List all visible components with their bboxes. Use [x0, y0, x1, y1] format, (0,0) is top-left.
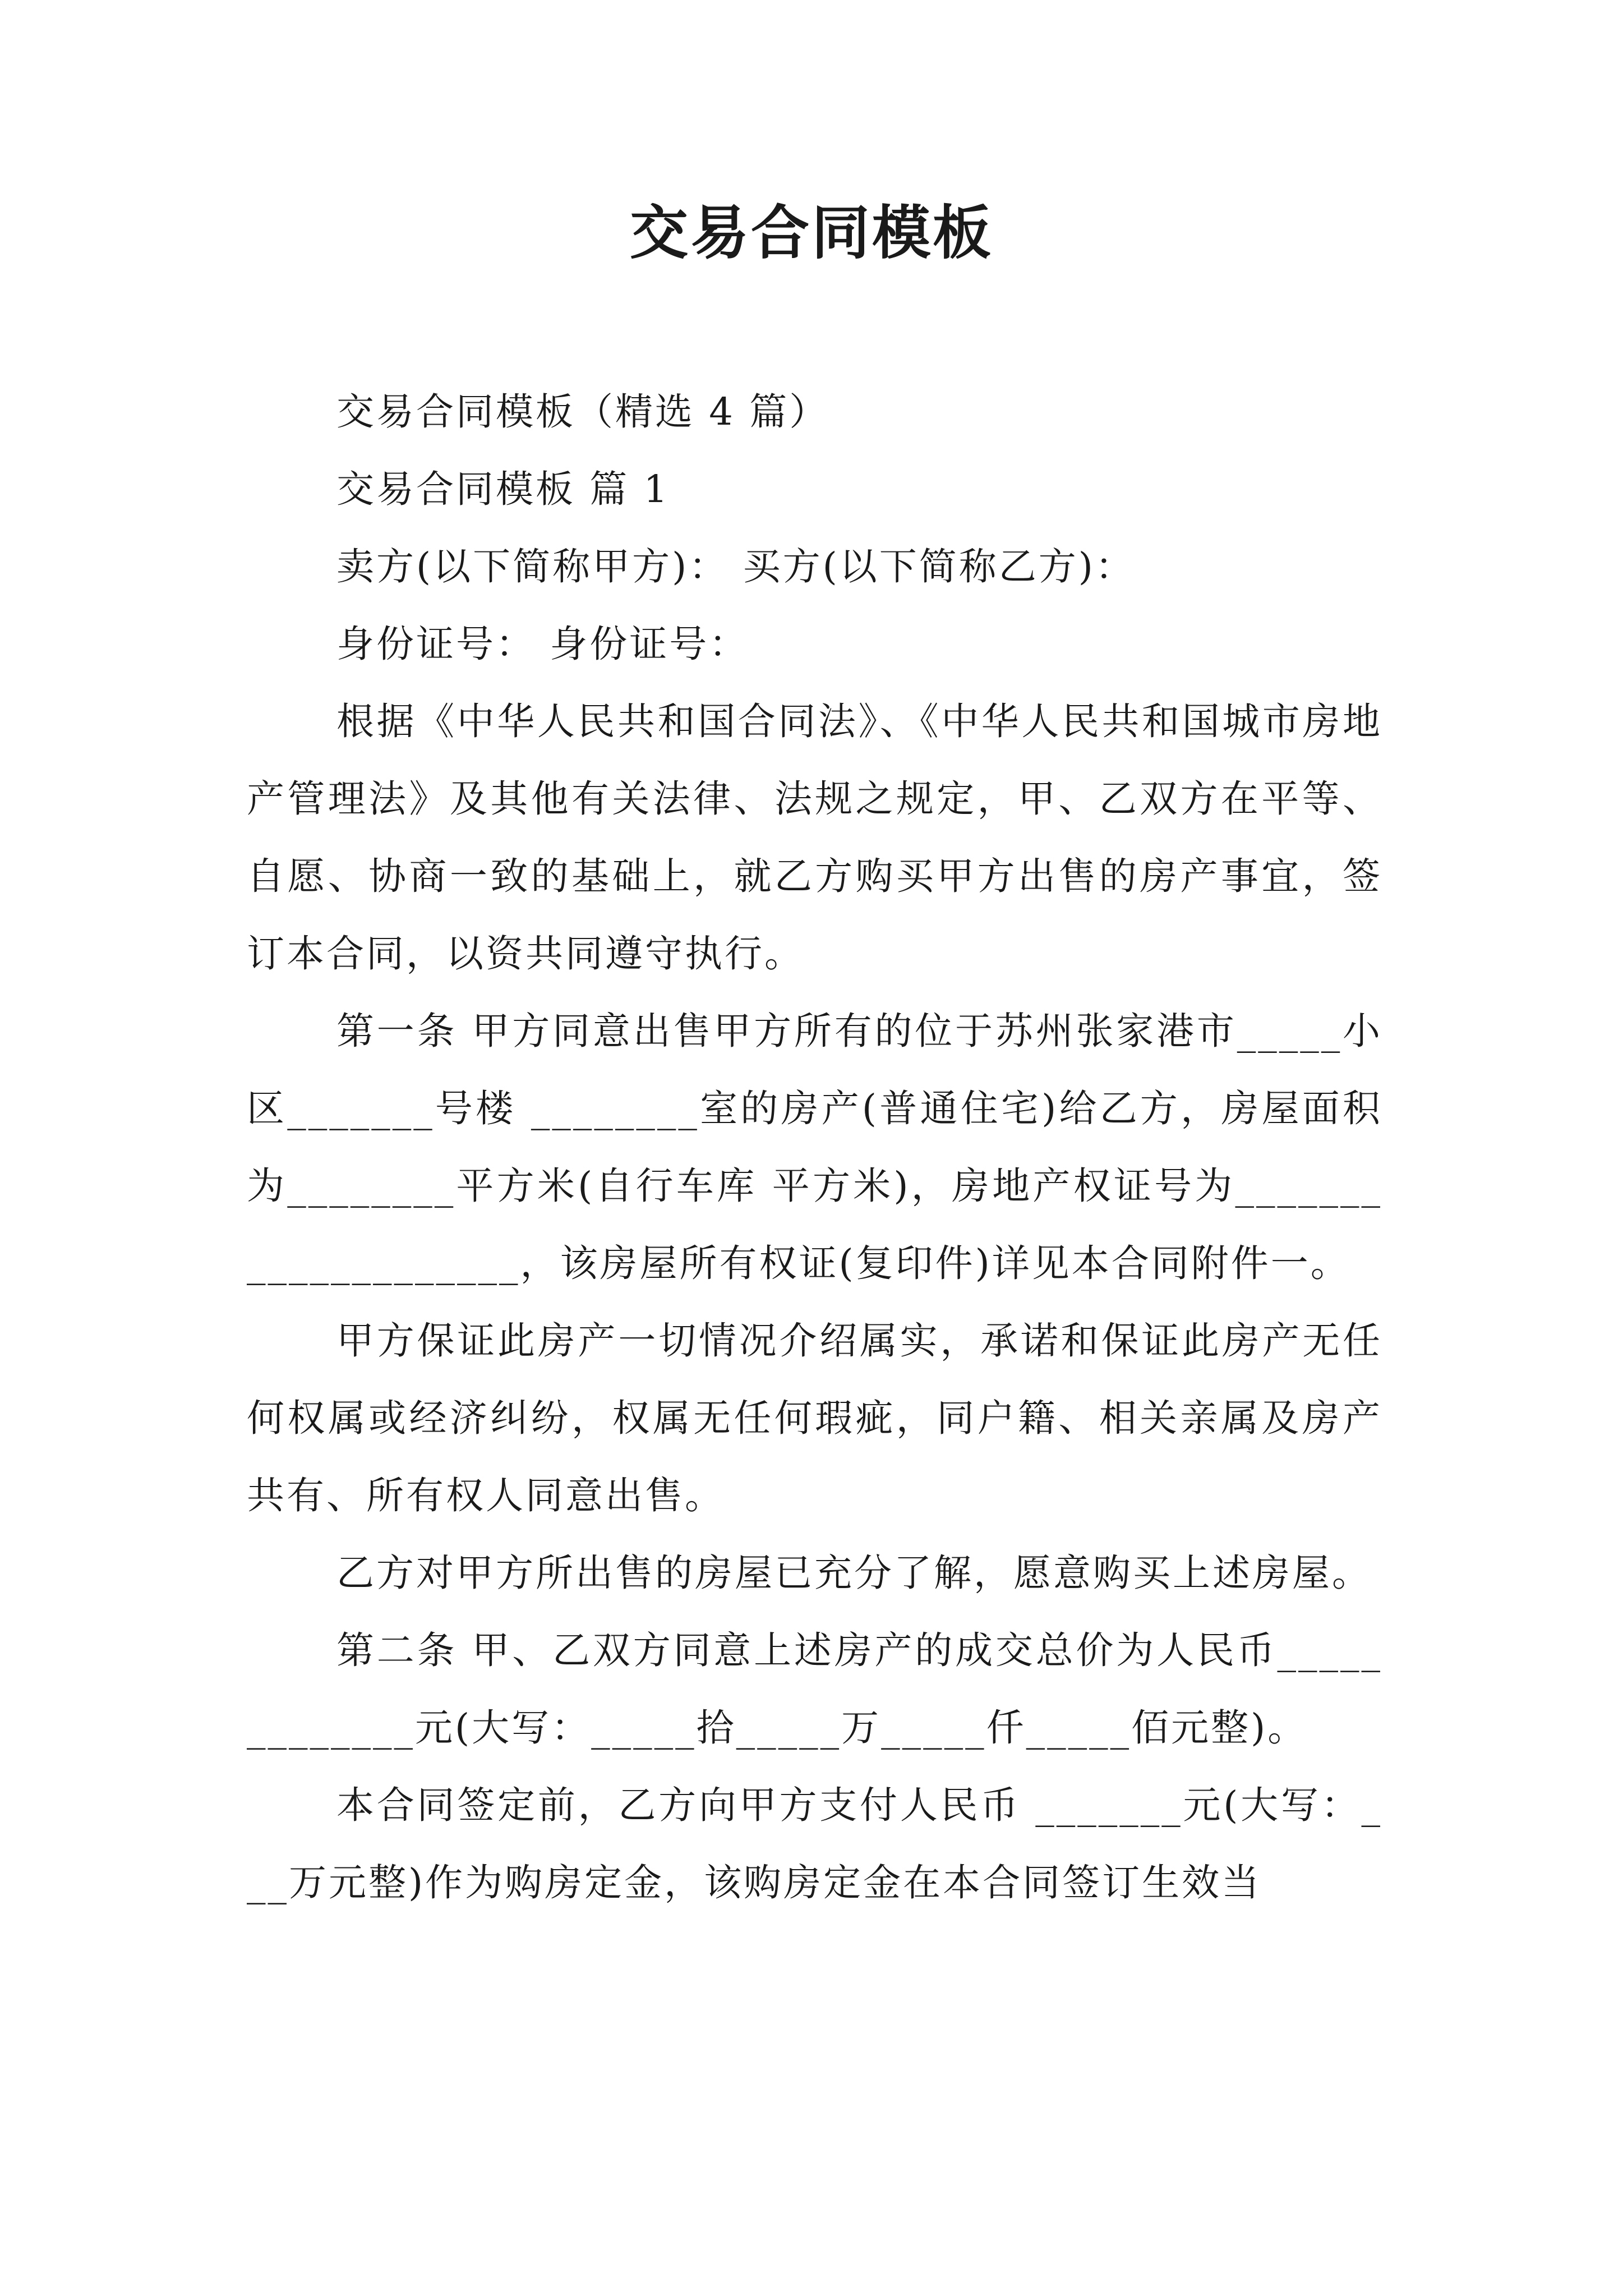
paragraph-deposit: 本合同签定前，乙方向甲方支付人民币 _______元(大写：___万元整)作为购房定金，该购房定金在本合同签订生效当 [247, 1783, 1382, 1904]
paragraph-article-2: 第二条 甲、乙双方同意上述房产的成交总价为人民币_____ ________元(大写：_____拾_____万_____仟_____佰元整)。 [247, 1628, 1382, 1750]
document-title: 交易合同模板 [629, 198, 993, 267]
paragraph-guarantee: 甲方保证此房产一切情况介绍属实，承诺和保证此房产无任何权属或经济纠纷，权属无任何瑕疵，同户籍、相关亲属及房产共有、所有权人同意出售。 [247, 1319, 1382, 1517]
paragraph-id-numbers: 身份证号： 身份证号： [336, 622, 749, 666]
paragraph-subtitle: 交易合同模板（精选 4 篇） [336, 390, 829, 434]
paragraph-section-heading: 交易合同模板 篇 1 [336, 467, 670, 511]
paragraph-parties: 卖方(以下简称甲方)： 买方(以下简称乙方)： [336, 545, 1135, 588]
paragraph-buyer-acknowledgement: 乙方对甲方所出售的房屋已充分了解，愿意购买上述房屋。 [336, 1551, 1372, 1595]
paragraph-legal-basis: 根据《中华人民共和国合同法》、《中华人民共和国城市房地产管理法》及其他有关法律、法规之规定，甲、乙双方在平等、自愿、协商一致的基础上，就乙方购买甲方出售的房产事宜，签订本合同，以资共同遵守执行。 [247, 700, 1382, 976]
paragraph-article-1: 第一条 甲方同意出售甲方所有的位于苏州张家港市_____小区_______号楼 ________室的房产(普通住宅)给乙方，房屋面积为________平方米(自行车库 平方米)，房地产权证号为____________________，该房屋所有权证(复印件)详见本合同附件一。 [247, 1009, 1382, 1285]
document-body [247, 373, 1382, 1921]
